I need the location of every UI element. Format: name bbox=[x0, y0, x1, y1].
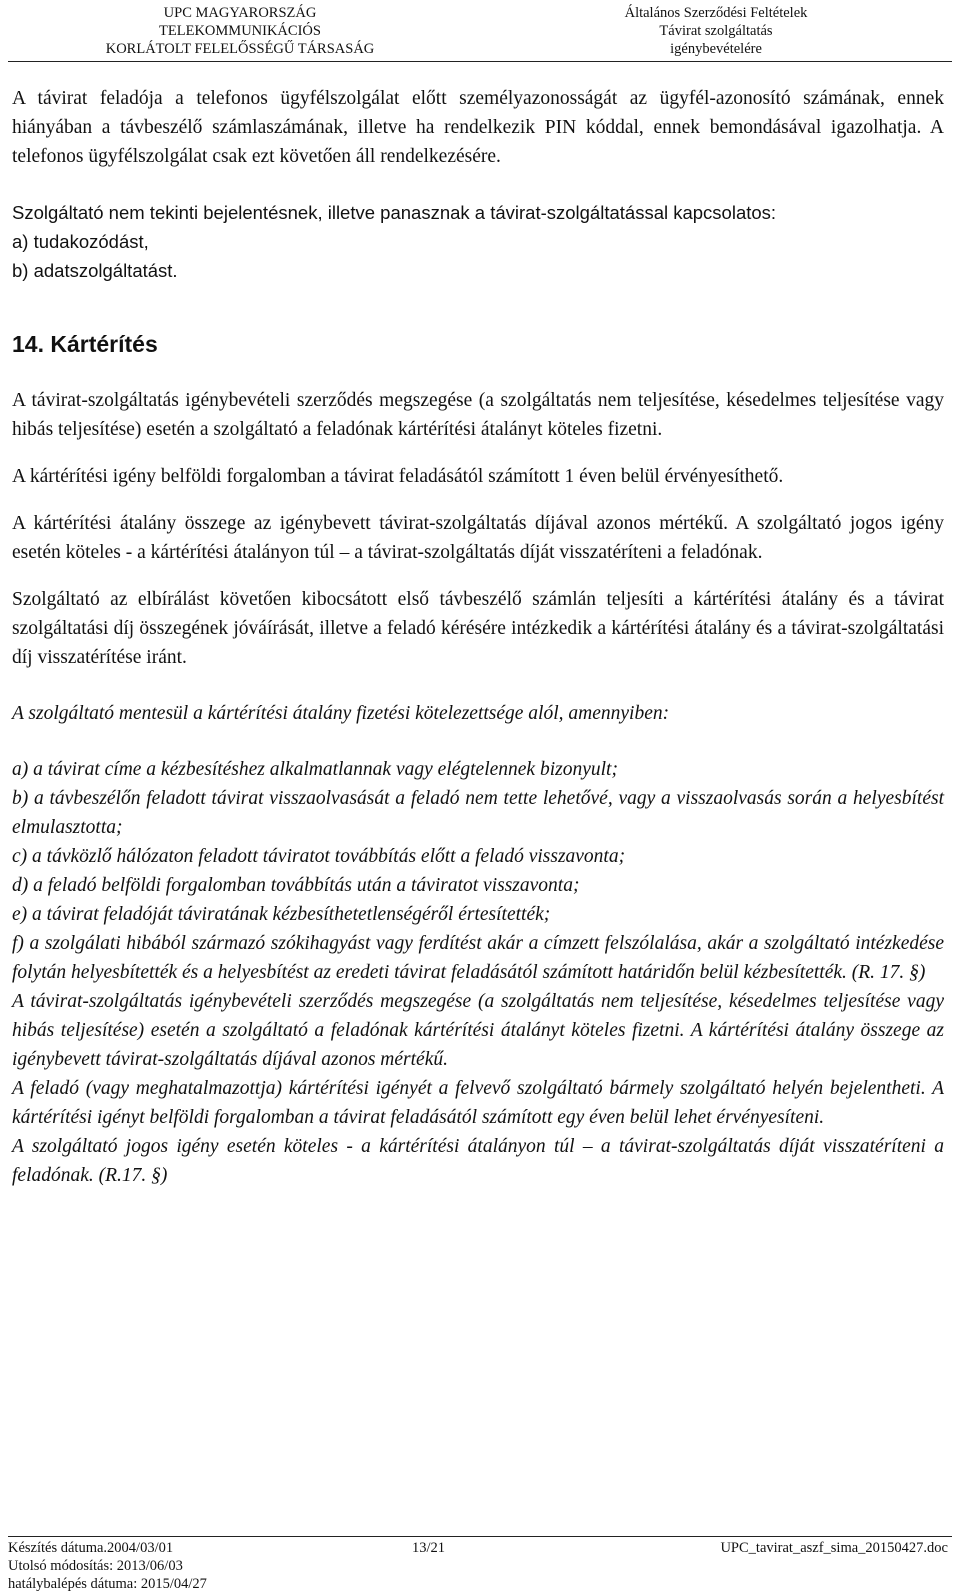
paragraph-compensation: A távirat-szolgáltatás igénybevételi szerződés megszegése (a szolgáltatás nem teljesítése, késedelmes teljesítése vagy hibás teljesítése) esetén a szolgáltató a feladónak kártérítési átalányt köteles fizetni. bbox=[12, 390, 944, 440]
company-name bbox=[90, 4, 390, 58]
page-header bbox=[0, 0, 960, 60]
exemption-item-c: c) a távközlő hálózaton feladott táviratot továbbítás előtt a feladó visszavonta; bbox=[12, 846, 626, 867]
company-name-line-3: KORLÁTOLT FELELŐSSÉGŰ TÁRSASÁG bbox=[105, 41, 375, 57]
footer-filename: UPC_tavirat_aszf_sima_20150427.doc bbox=[720, 1540, 948, 1556]
document-body bbox=[12, 84, 944, 1190]
exemption-item-f: f) a szolgálati hibából származó szókihagyást vagy ferdítést akár a címzett felszólalása, akár a szolgáltató intézkedése folytán helyesbítették és a helyesbítést az eredeti távirat feladásától számított határidőn belül kézbesítették. (R. 17. §) bbox=[12, 933, 944, 983]
document-title bbox=[596, 4, 836, 58]
paragraph-breach-italic: A távirat-szolgáltatás igénybevételi szerződés megszegése (a szolgáltatás nem teljesítése, késedelmes teljesítése vagy hibás teljesítése) esetén a szolgáltató a feladónak kártérítési átalányt köteles fizetni. A kártérítési átalány összege az igénybevett távirat-szolgáltatás díjával azonos mértékű. bbox=[12, 991, 944, 1070]
exemption-item-d: d) a feladó belföldi forgalomban továbbítás után a táviratot visszavonta; bbox=[12, 875, 580, 896]
paragraph-crediting: Szolgáltató az elbírálást követően kibocsátott első távbeszélő számlán teljesíti a kártérítési átalány és a távirat szolgáltatási díj összegének jóváírását, illetve a feladó kérésére intézkedik a kártérítési átalány és a távirat-szolgáltatási díj visszatérítése iránt. bbox=[12, 589, 944, 668]
paragraph-exemption: A szolgáltató mentesül a kártérítési átalány fizetési kötelezettsége alól, amennyiben: bbox=[12, 703, 670, 724]
document-title-line-3: igénybevételére bbox=[670, 41, 762, 57]
footer-modified-date: Utolsó módosítás: 2013/06/03 bbox=[8, 1558, 183, 1574]
footer-divider bbox=[8, 1536, 952, 1537]
document-title-line-1: Általános Szerződési Feltételek bbox=[624, 5, 808, 21]
footer-created-date: Készítés dátuma.2004/03/01 bbox=[8, 1540, 174, 1556]
document-title-line-2: Távirat szolgáltatás bbox=[659, 23, 773, 39]
paragraph-not-complaint: Szolgáltató nem tekinti bejelentésnek, illetve panasznak a távirat-szolgáltatással kapcsolatos: bbox=[12, 202, 777, 223]
paragraph-claim-filing: A feladó (vagy meghatalmazottja) kártérítési igényét a felvevő szolgáltató bármely szolgáltató helyén bejelentheti. A kártérítési igényt belföldi forgalomban a távirat feladásától számított egy éven belül lehet érvényesíteni. bbox=[12, 1078, 944, 1128]
exemption-item-a: a) a távirat címe a kézbesítéshez alkalmatlannak vagy elégtelennek bizonyult; bbox=[12, 759, 618, 780]
paragraph-refund: A szolgáltató jogos igény esetén köteles - a kártérítési átalányon túl – a távirat-szolgáltatás díját visszatéríteni a feladónak. (R.17. §) bbox=[12, 1136, 944, 1186]
exemption-item-b: b) a távbeszélőn feladott távirat visszaolvasását a feladó nem tette lehetővé, vagy a visszaolvasás során a helyesbítést elmulasztotta; bbox=[12, 788, 944, 838]
paragraph-identification: A távirat feladója a telefonos ügyfélszolgálat előtt személyazonosságát az ügyfél-azonosító számának, ennek hiányában a távbeszélő számlaszámának, illetve ha rendelkezik PIN kóddal, ennek bemondásával igazolhatja. A telefonos ügyfélszolgálat csak ezt követően áll rendelkezésére. bbox=[12, 88, 944, 167]
company-name-line-2: TELEKOMMUNIKÁCIÓS bbox=[159, 23, 321, 39]
section-heading: 14. Kártérítés bbox=[12, 331, 158, 357]
exemption-item-e: e) a távirat feladóját táviratának kézbesíthetetlenségéről értesítették; bbox=[12, 904, 551, 925]
company-name-line-1: UPC MAGYARORSZÁG bbox=[163, 5, 317, 21]
page-number: 13/21 bbox=[412, 1540, 446, 1556]
footer-dates bbox=[8, 1539, 207, 1593]
header-divider bbox=[8, 61, 952, 62]
paragraph-compensation-amount: A kártérítési átalány összege az igénybevett távirat-szolgáltatás díjával azonos mértékű. A szolgáltató jogos igény esetén köteles - a kártérítési átalányon túl – a távirat-szolgáltatás díját visszatéríteni a feladónak. bbox=[12, 513, 944, 563]
list-item-b: b) adatszolgáltatást. bbox=[12, 260, 178, 281]
paragraph-claim-deadline: A kártérítési igény belföldi forgalomban a távirat feladásától számított 1 éven belül érvényesíthető. bbox=[12, 466, 784, 487]
footer-effective-date: hatálybalépés dátuma: 2015/04/27 bbox=[8, 1576, 207, 1592]
list-item-a: a) tudakozódást, bbox=[12, 231, 149, 252]
